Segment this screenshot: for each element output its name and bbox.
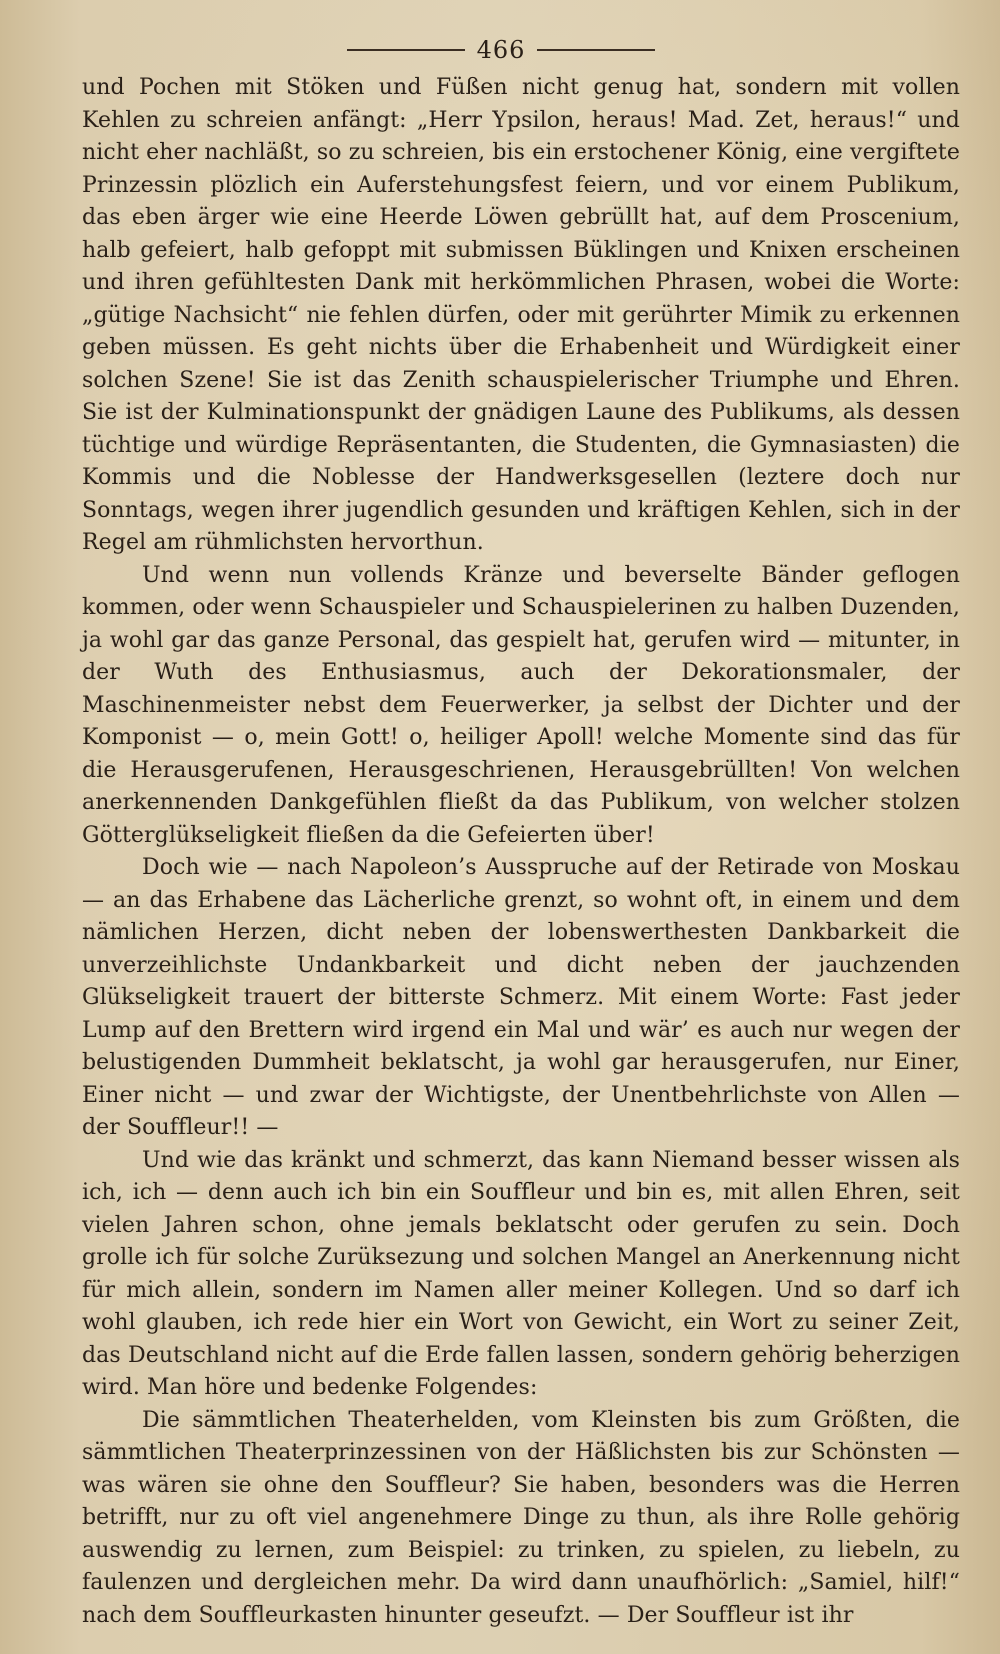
paragraph-2: Und wenn nun vollends Kränze und beverselte Bänder geflogen kommen, oder wenn Schauspieler und Schauspielerinen zu halben Duzenden, ja wohl gar das ganze Personal, das gespielt hat, gerufen wird — mitunter, in der Wuth des Enthusiasmus, auch der Dekorationsmaler, der Maschinenmeister nebst dem Feuerwerker, ja selbst der Dichter und der Komponist — o, mein Gott! o, heiliger Apoll! welche Momente sind das für die Herausgerufenen, Herausgeschrienen, Herausgebrüllten! Von welchen anerkennenden Dankgefühlen fließt da das Publikum, von welcher stolzen Götterglükseligkeit fließen da die Gefeierten über! <box>82 562 960 848</box>
paragraph-5: Die sämmtlichen Theaterhelden, vom Kleinsten bis zum Größten, die sämmtlichen Theaterprinzessinen von der Häßlichsten bis zur Schönsten — was wären sie ohne den Souffleur? Sie haben, besonders was die Herren betrifft, nur zu oft viel angenehmere Dinge zu thun, als ihre Rolle gehörig auswendig zu lernen, zum Beispiel: zu trinken, zu spielen, zu liebeln, zu faulenzen und dergleichen mehr. Da wird dann unaufhörlich: „Samiel, hilf!“ nach dem Souffleurkasten hinunter geseufzt. — Der Souffleur ist ihr <box>82 1407 960 1628</box>
body-text <box>82 72 960 1632</box>
header-rule-right <box>537 49 655 51</box>
page-number: 466 <box>476 36 526 64</box>
paragraph-4: Und wie das kränkt und schmerzt, das kann Niemand besser wissen als ich, ich — denn auch ich bin ein Souffleur und bin es, mit allen Ehren, seit vielen Jahren schon, ohne jemals beklatscht oder gerufen zu sein. Doch grolle ich für solche Zurüksezung und solchen Mangel an Anerkennung nicht für mich allein, sondern im Namen aller meiner Kollegen. Und so darf ich wohl glauben, ich rede hier ein Wort von Gewicht, ein Wort zu seiner Zeit, das Deutschland nicht auf die Erde fallen lassen, sondern gehörig beherzigen wird. Man höre und bedenke Folgendes: <box>82 1147 960 1400</box>
paragraph-3: Doch wie — nach Napoleon’s Ausspruche auf der Retirade von Moskau — an das Erhabene das Lächerliche grenzt, so wohnt oft, in einem und dem nämlichen Herzen, dicht neben der lobenswerthesten Dankbarkeit die unverzeihlichste Undankbarkeit und dicht neben der jauchzenden Glükseligkeit trauert der bitterste Schmerz. Mit einem Worte: Fast jeder Lump auf den Brettern wird irgend ein Mal und wär’ es auch nur wegen der belustigenden Dummheit beklatscht, ja wohl gar herausgerufen, nur Einer, Einer nicht — und zwar der Wichtigste, der Unentbehrlichste von Allen — der Souffleur!! — <box>82 855 960 1140</box>
header-rule-left <box>347 49 465 51</box>
paragraph-1: und Pochen mit Stöken und Füßen nicht genug hat, sondern mit vollen Kehlen zu schreien anfängt: „Herr Ypsilon, heraus! Mad. Zet, heraus!“ und nicht eher nachläßt, so zu schreien, bis ein erstochener König, eine vergiftete Prinzessin plözlich ein Auferstehungsfest feiern, und vor einem Publikum, das eben ärger wie eine Heerde Löwen gebrüllt hat, auf dem Proscenium, halb gefeiert, halb gefoppt mit submissen Büklingen und Knixen erscheinen und ihren gefühltesten Dank mit herkömmlichen Phrasen, wobei die Worte: „gütige Nachsicht“ nie fehlen dürfen, oder mit gerührter Mimik zu erkennen geben müssen. Es geht nichts über die Erhabenheit und Würdigkeit einer solchen Szene! Sie ist das Zenith schauspielerischer Triumphe und Ehren. Sie ist der Kulminationspunkt der gnädigen Laune des Publikums, als dessen tüchtige und würdige Repräsentanten, die Studenten, die Gymnasiasten) die Kommis und die Noblesse der Handwerksgesellen (leztere doch nur Sonntags, wegen ihrer jugendlich gesunden und kräftigen Kehlen, sich in der Regel am rühmlichsten hervorthun. <box>82 75 960 555</box>
page-header <box>82 38 960 62</box>
